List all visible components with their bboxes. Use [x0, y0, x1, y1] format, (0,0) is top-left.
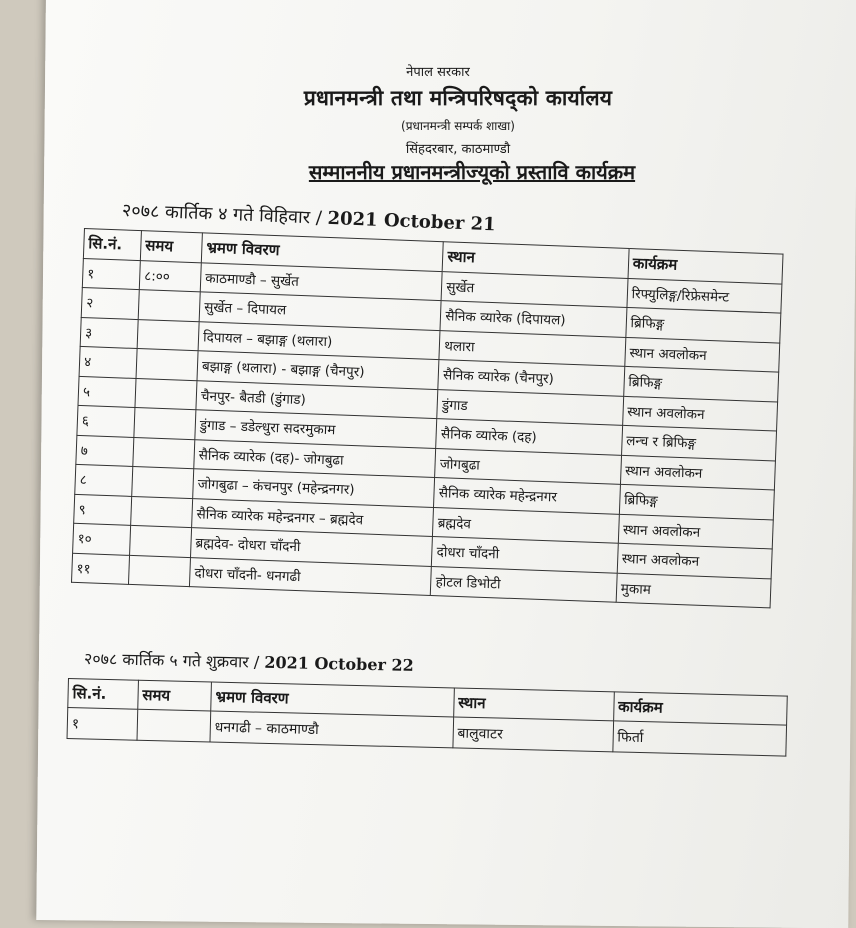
cell-route: ब्रह्मदेव- दोधरा चाँदनी: [191, 528, 433, 566]
col-program-header: कार्यक्रम: [628, 248, 783, 283]
cell-sn: ६: [77, 405, 135, 437]
cell-route: चैनपुर- बैतडी (डुंगाड): [196, 380, 438, 418]
cell-time: [133, 437, 195, 469]
cell-time: [135, 378, 197, 410]
day2-date-en: 2021 October 22: [264, 652, 414, 675]
col-route-header: भ्रमण विवरण: [201, 233, 443, 271]
cell-time: [130, 525, 192, 557]
cell-sn: ४: [79, 346, 137, 378]
cell-program: ब्रिफिङ्ग: [623, 366, 778, 401]
day1-date-np: २०७८ कार्तिक ४ गते विहिवार /: [121, 200, 323, 229]
cell-route: धनगढी – काठमाण्डौ: [210, 711, 453, 748]
cell-route: दोधरा चाँदनी- धनगढी: [189, 557, 431, 595]
cell-place: सैनिक व्यारेक (दिपायल): [440, 301, 626, 337]
cell-route: दिपायल – बझाङ्ग (थलारा): [198, 321, 440, 359]
cell-sn: १: [67, 708, 137, 741]
document-title: सम्माननीय प्रधानमन्त्रीज्यूको प्रस्तावि कार्यक्रम: [308, 160, 636, 184]
col-place-header: स्थान: [442, 242, 628, 278]
col-route-header: भ्रमण विवरण: [211, 682, 454, 717]
cell-sn: ७: [76, 435, 134, 467]
cell-place: सैनिक व्यारेक महेन्द्रनगर: [434, 478, 620, 514]
cell-route: जोगबुढा – कंचनपुर (महेन्द्रनगर): [193, 469, 435, 507]
cell-place: दोधरा चाँदनी: [432, 536, 618, 572]
cell-sn: ३: [80, 317, 138, 349]
col-sn-header: सि.नं.: [83, 229, 141, 261]
cell-program: रिफ्युलिङ्ग/रिफ्रेसमेन्ट: [627, 278, 782, 313]
cell-route: सुर्खेत – दिपायल: [199, 292, 441, 330]
cell-place: सैनिक व्यारेक (चैनपुर): [438, 360, 624, 396]
cell-place: डुंगाड: [437, 389, 623, 425]
day1-schedule-table: [71, 228, 784, 608]
cell-sn: ८: [75, 464, 133, 496]
cell-time: [131, 496, 193, 528]
cell-route: काठमाण्डौ – सुर्खेत: [200, 262, 442, 300]
cell-sn: १: [82, 258, 140, 290]
cell-place: सैनिक व्यारेक (दह): [436, 419, 622, 455]
cell-time: [137, 319, 199, 351]
cell-route: बझाङ्ग (थलारा) - बझाङ्ग (चैनपुर): [197, 351, 439, 389]
cell-program: मुकाम: [616, 573, 771, 608]
cell-place: जोगबुढा: [435, 448, 621, 484]
cell-time: [134, 407, 196, 439]
cell-time: ८:००: [139, 260, 201, 292]
col-program-header: कार्यक्रम: [613, 692, 787, 725]
cell-place: होटल डिभोटी: [431, 566, 617, 602]
cell-route: डुंगाड – डडेल्धुरा सदरमुकाम: [195, 410, 437, 448]
cell-time: [137, 709, 211, 742]
cell-time: [136, 349, 198, 381]
cell-program: स्थान अवलोकन: [617, 543, 772, 578]
cell-program: ब्रिफिङ्ग: [619, 484, 774, 519]
cell-sn: २: [81, 287, 139, 319]
cell-sn: १०: [73, 523, 131, 555]
cell-program: फिर्ता: [613, 721, 787, 756]
cell-program: स्थान अवलोकन: [622, 396, 777, 431]
branch-label: (प्रधानमन्त्री सम्पर्क शाखा): [401, 119, 515, 133]
col-place-header: स्थान: [453, 688, 614, 721]
cell-sn: ११: [72, 553, 130, 585]
day1-date-en: 2021 October 21: [327, 207, 497, 236]
cell-place: थलारा: [439, 330, 625, 366]
government-label: नेपाल सरकार: [406, 65, 470, 80]
cell-time: [128, 555, 190, 587]
address-label: सिंहदरबार, काठमाण्डौ: [405, 142, 511, 157]
cell-program: ब्रिफिङ्ग: [626, 307, 781, 342]
cell-sn: ५: [78, 376, 136, 408]
col-sn-header: सि.नं.: [68, 679, 138, 710]
cell-time: [138, 290, 200, 322]
cell-program: स्थान अवलोकन: [624, 337, 779, 372]
cell-program: स्थान अवलोकन: [620, 455, 775, 490]
cell-place: बालुवाटर: [453, 717, 614, 752]
col-time-header: समय: [137, 680, 211, 711]
cell-route: सैनिक व्यारेक (दह)- जोगबुढा: [194, 439, 436, 477]
cell-program: लन्च र ब्रिफिङ्ग: [621, 425, 776, 460]
cell-sn: ९: [74, 494, 132, 526]
cell-program: स्थान अवलोकन: [618, 514, 773, 549]
day2-date-np: २०७८ कार्तिक ५ गते शुक्रवार /: [83, 649, 260, 672]
cell-route: सैनिक व्यारेक महेन्द्रनगर – ब्रह्मदेव: [192, 498, 434, 536]
cell-place: सुर्खेत: [441, 271, 627, 307]
cell-place: ब्रह्मदेव: [433, 507, 619, 543]
office-title: प्रधानमन्त्री तथा मन्त्रिपरिषद्को कार्यालय: [303, 86, 613, 110]
cell-time: [132, 466, 194, 498]
col-time-header: समय: [140, 231, 202, 263]
